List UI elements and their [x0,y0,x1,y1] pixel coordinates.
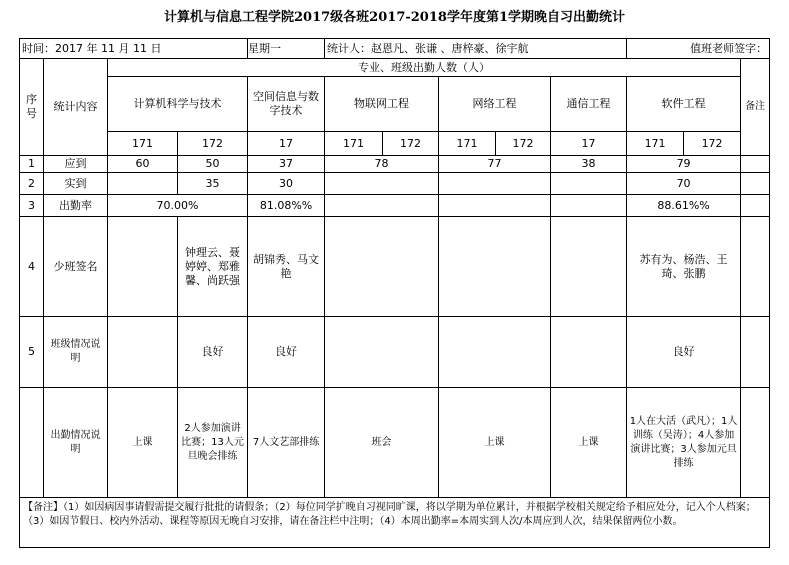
major-header: 物联网工程 [325,77,439,132]
row-label: 出勤情况说明 [44,388,108,498]
table-row [20,217,770,317]
group-header: 专业、班级出勤人数（人） [108,59,741,77]
cell-value: 上课 [108,388,178,498]
class-header: 172 [383,132,439,156]
cell-value: 7人文艺部排练 [248,388,325,498]
row-label: 实到 [44,173,108,195]
class-header: 17 [248,132,325,156]
cell-value: 37 [248,156,325,173]
row-label: 应到 [44,156,108,173]
cell-value: 70.00% [108,195,248,217]
class-header: 172 [684,132,741,156]
sheet-title: 计算机与信息工程学院2017级各班2017-2018学年度第1学期晚自习出勤统计 [164,10,625,25]
cell-value: 88.61%% [627,195,741,217]
row-seq: 5 [20,317,44,388]
class-header: 171 [627,132,684,156]
cell-value: 上课 [551,388,627,498]
cell-value [551,217,627,317]
cell-value: 78 [325,156,439,173]
row-seq: 1 [20,156,44,173]
cell-value: 38 [551,156,627,173]
remark-cell [741,156,770,173]
class-header: 171 [108,132,178,156]
remark-cell [741,217,770,317]
class-header: 172 [496,132,551,156]
class-header: 171 [325,132,383,156]
cell-value: 70 [627,173,741,195]
cell-value: 2人参加演讲比赛；13人元旦晚会排练 [178,388,248,498]
remark-cell [741,173,770,195]
cell-value: 良好 [627,317,741,388]
cell-value [108,217,178,317]
cell-value [439,195,551,217]
table-row [20,195,770,217]
cell-value [325,173,439,195]
row-label: 少班签名 [44,217,108,317]
cell-value: 81.08%% [248,195,325,217]
row-label: 班级情况说明 [44,317,108,388]
major-header: 网络工程 [439,77,551,132]
class-header: 172 [178,132,248,156]
cell-value [108,173,178,195]
cell-value [108,317,178,388]
row-seq: 4 [20,217,44,317]
class-header: 171 [439,132,496,156]
remark-cell [741,388,770,498]
row-seq [20,388,44,498]
notes-footer: 【备注】（1）如因病因事请假需提交履行批批的请假条；（2）每位同学扩晚自习视同旷课，将以学期为单位累计，并根据学校相关规定给予相应处分，记入个人档案；（3）如因节假日、校内外活动、课程等原因无晚自习安排，请在备注栏中注明；（4）本周出勤率=本周实到人次/本周应到人次，结果保留两位小数。 [20,498,770,548]
remark-header: 备注 [741,59,770,156]
cell-value [551,195,627,217]
table-row [20,388,770,498]
info-row [20,39,770,59]
attendance-table [19,38,770,548]
cell-value [325,195,439,217]
cell-value: 钟理云、聂婷婷、郑雅馨、尚跃强 [178,217,248,317]
major-header: 计算机科学与技术 [108,77,248,132]
cell-value: 良好 [248,317,325,388]
cell-value: 苏有为、杨浩、王琦、张鹏 [627,217,741,317]
cell-value: 良好 [178,317,248,388]
cell-value: 班会 [325,388,439,498]
counter-field: 统计人：赵恩凡、张谦 、唐梓豪、徐宇航 [325,39,627,59]
major-header: 软件工程 [627,77,741,132]
remark-cell [741,317,770,388]
cell-value: 胡锦秀、马文艳 [248,217,325,317]
row-label: 出勤率 [44,195,108,217]
table-row [20,156,770,173]
seq-header: 序号 [20,59,44,156]
cell-value: 30 [248,173,325,195]
row-seq: 3 [20,195,44,217]
date-field: 时间：2017 年 11 月 11 日 [20,39,248,59]
cell-value: 50 [178,156,248,173]
cell-value [439,173,551,195]
row-seq: 2 [20,173,44,195]
major-header: 空间信息与数字技术 [248,77,325,132]
table-row [20,317,770,388]
class-header: 17 [551,132,627,156]
class-header-row [20,132,770,156]
remark-cell [741,195,770,217]
content-header: 统计内容 [44,59,108,156]
major-header-row [20,77,770,132]
cell-value [325,217,439,317]
cell-value: 60 [108,156,178,173]
table-row [20,173,770,195]
teacher-sign-field: 值班老师签字： [627,39,770,59]
weekday-field: 星期一 [248,39,325,59]
cell-value [439,317,551,388]
cell-value: 1人在大活（武凡）；1人训练（吴涛）；4人参加演讲比赛；3人参加元旦排练 [627,388,741,498]
cell-value: 35 [178,173,248,195]
cell-value: 上课 [439,388,551,498]
cell-value: 77 [439,156,551,173]
cell-value [439,217,551,317]
major-header: 通信工程 [551,77,627,132]
cell-value [325,317,439,388]
cell-value [551,173,627,195]
cell-value [551,317,627,388]
cell-value: 79 [627,156,741,173]
